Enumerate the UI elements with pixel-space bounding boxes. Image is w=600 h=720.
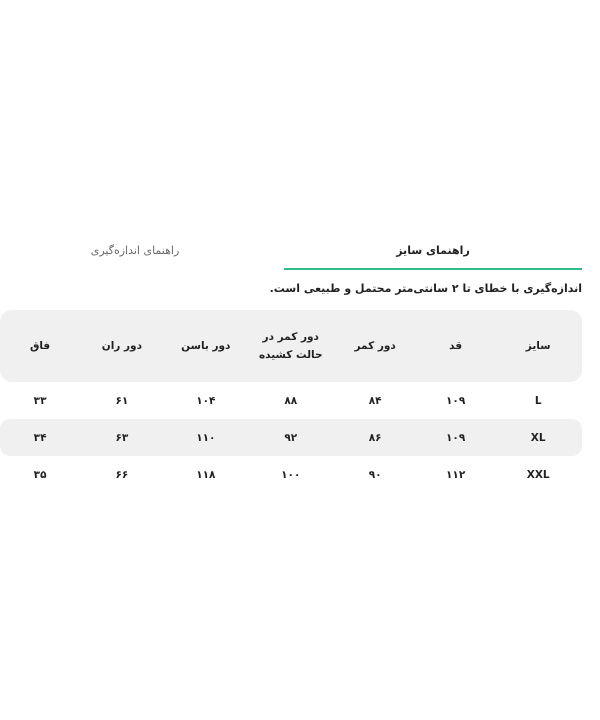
- table-row: [0, 456, 582, 493]
- cell-rise: ۳۵: [33, 468, 47, 481]
- table-row: [0, 419, 582, 456]
- tab-measurement-guide[interactable]: راهنمای اندازه‌گیری: [90, 244, 180, 257]
- table-header-row: [0, 310, 582, 382]
- size-table: [0, 310, 582, 493]
- header-rise: فاق: [0, 310, 80, 382]
- cell-waist: ۹۰: [368, 468, 382, 481]
- header-hip: دور باسن: [164, 310, 249, 382]
- cell-waist: ۸۶: [333, 419, 417, 456]
- cell-size: XXL: [526, 468, 550, 481]
- header-thigh: دور ران: [80, 310, 163, 382]
- cell-size: XL: [494, 419, 582, 456]
- table-row: [0, 382, 582, 419]
- cell-stretched-waist: ۹۲: [248, 419, 333, 456]
- cell-stretched-waist: ۱۰۰: [281, 468, 301, 481]
- cell-stretched-waist: ۸۸: [284, 394, 298, 407]
- cell-hip: ۱۱۸: [196, 468, 216, 481]
- cell-height: ۱۰۹: [417, 419, 494, 456]
- measurement-note: اندازه‌گیری با خطای تا ۲ سانتی‌متر محتمل و طبیعی است.: [269, 282, 582, 295]
- cell-hip: ۱۰۴: [196, 394, 216, 407]
- tab-size-guide[interactable]: راهنمای سایز: [284, 234, 582, 270]
- cell-hip: ۱۱۰: [164, 419, 249, 456]
- cell-height: ۱۰۹: [446, 394, 466, 407]
- header-stretched-waist: دور کمر در حالت کشیده: [248, 310, 333, 382]
- cell-rise: ۳۳: [33, 394, 47, 407]
- cell-thigh: ۶۳: [80, 419, 163, 456]
- cell-rise: ۳۴: [0, 419, 80, 456]
- cell-thigh: ۶۱: [115, 394, 129, 407]
- cell-size: L: [534, 394, 542, 407]
- cell-waist: ۸۴: [368, 394, 382, 407]
- guide-tabs: [0, 234, 600, 270]
- cell-height: ۱۱۲: [446, 468, 466, 481]
- header-size: سایز: [494, 310, 582, 382]
- header-waist: دور کمر: [333, 310, 417, 382]
- cell-thigh: ۶۶: [115, 468, 129, 481]
- header-height: قد: [417, 310, 494, 382]
